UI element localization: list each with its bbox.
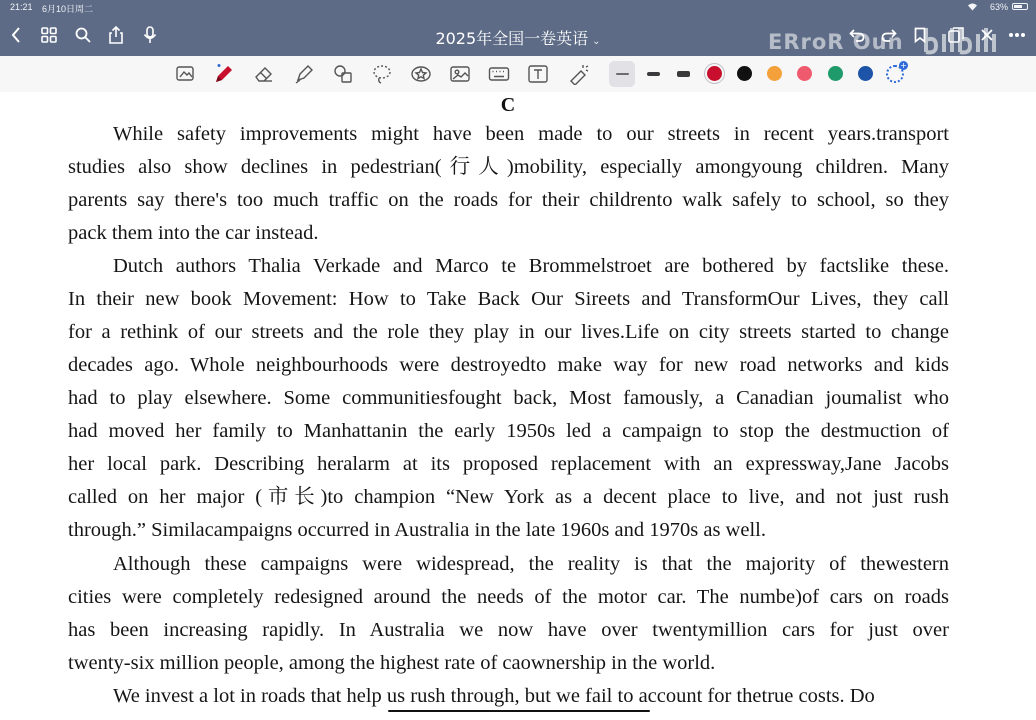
shapes-tool-icon[interactable] bbox=[331, 62, 355, 86]
paragraph-line: called on her major (市长)to champion “New York as a decent place to live, and not just rush bbox=[68, 486, 949, 508]
paragraph-line: twenty-six million people, among the highest rate of caownership in the world. bbox=[68, 652, 716, 674]
annotation-toolbar bbox=[0, 56, 1036, 93]
paragraph-line: cities were completely redesigned around the needs of the motor car. The numbe)of cars on roads bbox=[68, 586, 949, 608]
add-color-button[interactable] bbox=[886, 61, 907, 83]
paragraph-line: had moved her family to Manhattanin the early 1950s led a campaign to stop the destmuction of bbox=[68, 420, 949, 442]
color-swatch-green[interactable] bbox=[828, 66, 843, 81]
paragraph-line: In their new book Movement: How to Take Back Our Sireets and TransformOur Lives, they call bbox=[68, 288, 949, 310]
paragraph-line: for a rethink of our streets and the role they play in our lives.Life on city streets started to change bbox=[68, 321, 949, 343]
eraser-tool-icon[interactable] bbox=[252, 62, 276, 86]
color-swatch-blue[interactable] bbox=[858, 66, 873, 81]
paragraph-line: her local park. Describing heralarm at its proposed replacement with an expressway,Jane Jacobs bbox=[68, 453, 949, 475]
document-page bbox=[0, 92, 1036, 720]
stroke-thick-button[interactable] bbox=[670, 61, 696, 87]
battery-icon bbox=[1012, 3, 1028, 10]
stroke-thin-button[interactable] bbox=[609, 61, 635, 87]
status-date: 6月10日周二 bbox=[42, 4, 94, 14]
paragraph-line: decades ago. Whole neighbourhoods were destroyedto make way for new road networks and kids bbox=[68, 354, 949, 376]
keyboard-tool-icon[interactable] bbox=[487, 62, 511, 86]
paragraph-line: pack them into the car instead. bbox=[68, 222, 319, 244]
color-swatch-black[interactable] bbox=[737, 66, 752, 81]
sticker-tool-icon[interactable] bbox=[409, 62, 433, 86]
paragraph-line: We invest a lot in roads that help us rush through, but we fail to account for thetrue costs. Do bbox=[113, 685, 875, 707]
handwritten-underline bbox=[388, 710, 650, 712]
pen-tool-icon[interactable] bbox=[212, 62, 236, 86]
paragraph-line: Although these campaigns were widespread, the reality is that the majority of thewestern bbox=[113, 553, 949, 575]
lasso-tool-icon[interactable] bbox=[370, 62, 394, 86]
battery-percent: 63% bbox=[989, 2, 1008, 12]
color-swatch-orange[interactable] bbox=[767, 66, 782, 81]
paragraph-line: While safety improvements might have been made to our streets in recent years.transport bbox=[113, 123, 949, 145]
paragraph-line: through.” Similacampaigns occurred in Australia in the late 1960s and 1970s as well. bbox=[68, 519, 766, 541]
stroke-thin-bar bbox=[616, 73, 629, 75]
paragraph-line: studies also show declines in pedestrian(行人)mobility, especially amongyoung children. Many bbox=[68, 156, 949, 178]
image-tool-icon[interactable] bbox=[448, 62, 472, 86]
watermark-text: ERroR Oun bbox=[768, 30, 904, 54]
paragraph-line: parents say there's too much traffic on the roads for their childrento walk safely to school, so they bbox=[68, 189, 949, 211]
stroke-medium-bar bbox=[647, 72, 660, 76]
top-bar bbox=[0, 0, 1036, 56]
lasso-image-tool-icon[interactable] bbox=[174, 62, 198, 86]
stroke-medium-button[interactable] bbox=[640, 61, 666, 87]
paragraph-line: has been increasing rapidly. In Australia we now have over twentymillion cars for just over bbox=[68, 619, 949, 641]
section-letter: C bbox=[500, 94, 516, 116]
highlighter-tool-icon[interactable] bbox=[292, 62, 316, 86]
add-color-plus-icon: + bbox=[900, 61, 907, 70]
title-dropdown-icon: ⌄ bbox=[592, 36, 601, 47]
color-swatch-pink[interactable] bbox=[797, 66, 812, 81]
paragraph-line: Dutch authors Thalia Verkade and Marco te Brommelstroet are bothered by factslike these. bbox=[113, 255, 949, 277]
wifi-icon bbox=[967, 2, 978, 14]
color-swatch-red[interactable] bbox=[707, 66, 722, 81]
text-box-tool-icon[interactable] bbox=[526, 62, 550, 86]
laser-pointer-tool-icon[interactable] bbox=[566, 62, 590, 86]
stroke-thick-bar bbox=[677, 71, 690, 77]
document-title-text: 2025年全国一卷英语 bbox=[435, 29, 589, 48]
status-time: 21:21 bbox=[10, 2, 33, 12]
paragraph-line: had to play elsewhere. Some communitiesfought back, Most famously, a Canadian joumalist who bbox=[68, 387, 949, 409]
